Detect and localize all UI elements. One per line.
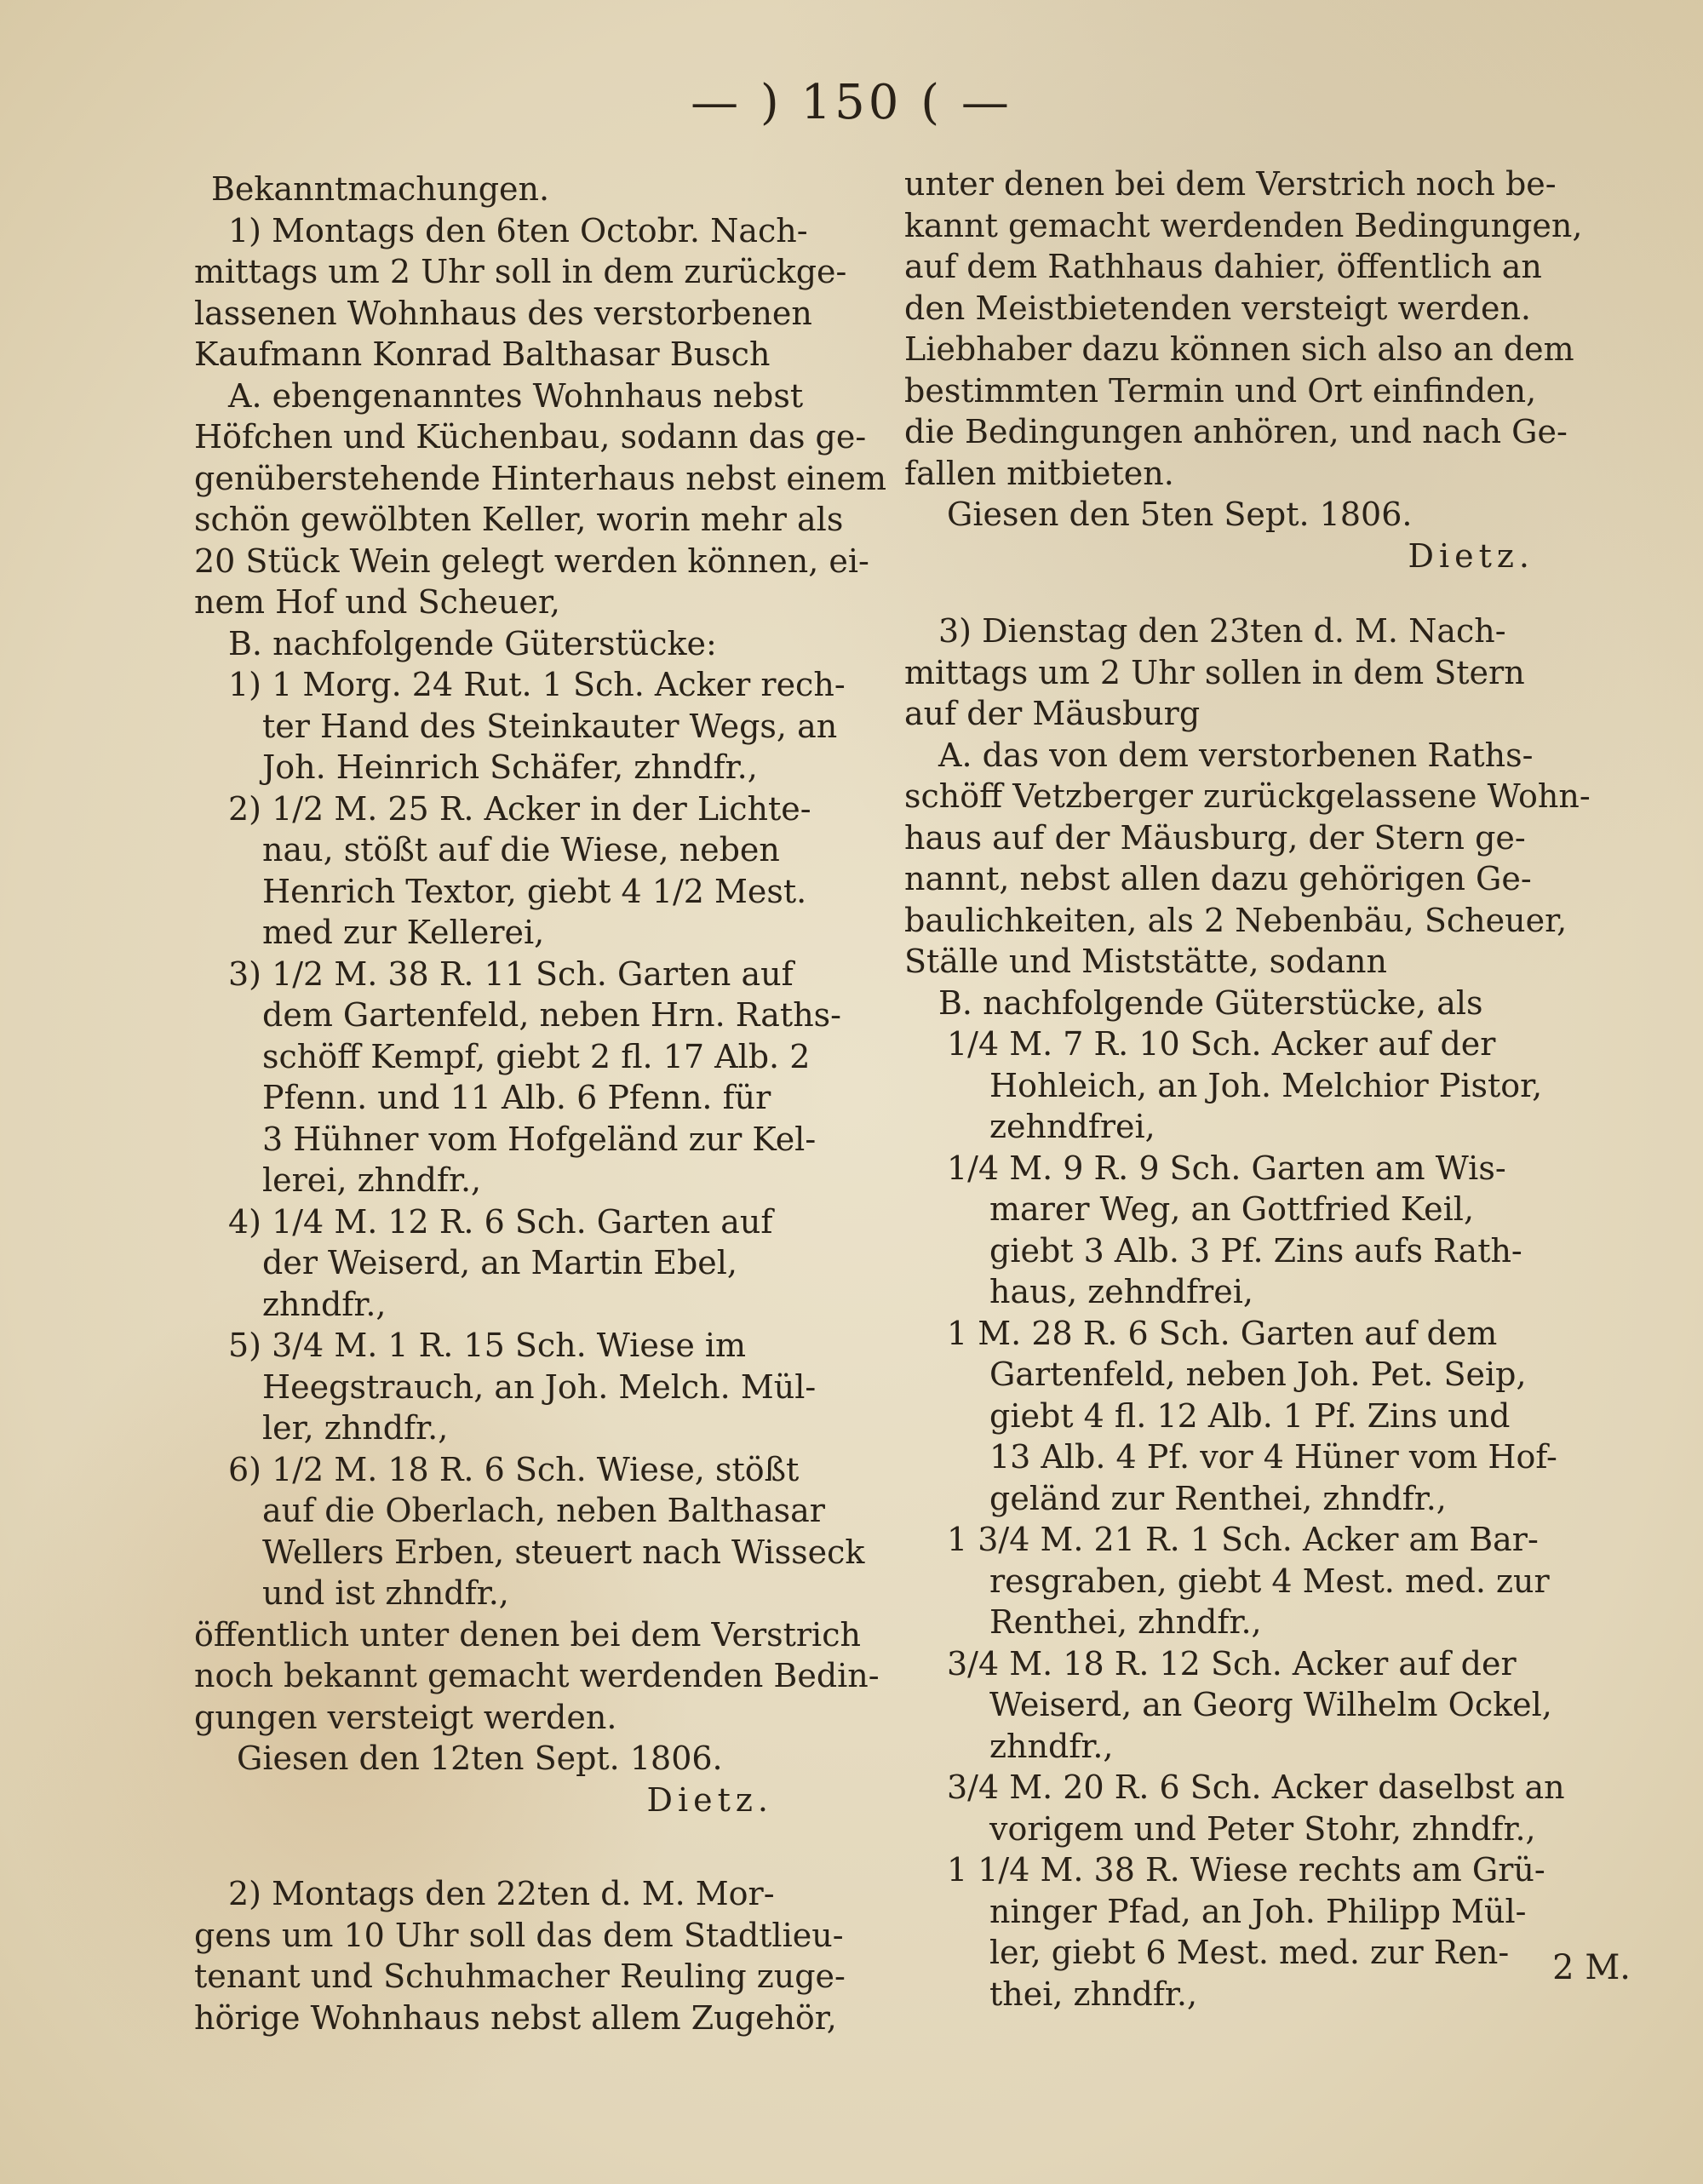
- text-line: ler, zhndfr.,: [262, 1409, 449, 1447]
- text-line: 3) Dienstag den 23ten d. M. Nach-: [938, 612, 1506, 650]
- right-column: [904, 163, 1654, 2015]
- text-line: Gartenfeld, neben Joh. Pet. Seip,: [989, 1356, 1527, 1393]
- text-line: dem Gartenfeld, neben Hrn. Raths-: [262, 996, 842, 1034]
- text-line: A. ebengenanntes Wohnhaus nebst: [228, 376, 804, 415]
- text-line: mittags um 2 Uhr sollen in dem Stern: [904, 653, 1525, 691]
- list-item: [194, 1325, 892, 1449]
- text-line: 4) 1/4 M. 12 R. 6 Sch. Garten auf: [228, 1202, 773, 1241]
- text-line: giebt 4 fl. 12 Alb. 1 Pf. Zins und: [989, 1396, 1511, 1435]
- text-line: 1/4 M. 9 R. 9 Sch. Garten am Wis-: [947, 1149, 1506, 1187]
- text-line: Liebhaber dazu können sich also an dem: [904, 330, 1574, 368]
- text-line: gungen versteigt werden.: [194, 1698, 617, 1736]
- text-line: Weiserd, an Georg Wilhelm Ockel,: [989, 1686, 1552, 1723]
- list-item: [194, 664, 892, 788]
- text-line: resgraben, giebt 4 Mest. med. zur: [989, 1562, 1550, 1600]
- text-line: haus auf der Mäusburg, der Stern ge-: [904, 818, 1526, 857]
- text-line: Ställe und Miststätte, sodann: [904, 943, 1387, 980]
- spacer: [194, 1820, 892, 1873]
- signature: Dietz.: [646, 1780, 773, 1819]
- text-line: auf dem Rathhaus dahier, öffentlich an: [904, 248, 1542, 285]
- text-line: 1 M. 28 R. 6 Sch. Garten auf dem: [947, 1314, 1498, 1352]
- text-line: thei, zhndfr.,: [989, 1975, 1198, 2013]
- text-line: genüberstehende Hinterhaus nebst einem: [194, 459, 886, 497]
- text-line: Heegstrauch, an Joh. Melch. Mül-: [262, 1367, 817, 1406]
- signature: Dietz.: [1408, 536, 1534, 575]
- text-line: nannt, nebst allen dazu gehörigen Ge-: [904, 860, 1532, 897]
- text-line: öffentlich unter denen bei dem Verstrich: [194, 1615, 861, 1654]
- text-line: und ist zhndfr.,: [262, 1574, 509, 1612]
- text-line: Pfenn. und 11 Alb. 6 Pfenn. für: [262, 1079, 771, 1116]
- notice-1: [194, 210, 892, 1821]
- text-line: Höfchen und Küchenbau, sodann das ge-: [194, 418, 867, 456]
- text-line: 6) 1/2 M. 18 R. 6 Sch. Wiese, stößt: [228, 1450, 800, 1488]
- text-line: 1 3/4 M. 21 R. 1 Sch. Acker am Bar-: [947, 1521, 1539, 1558]
- list-item: [194, 788, 892, 954]
- text-line: 2) Montags den 22ten d. M. Mor-: [228, 1875, 775, 1912]
- text-line: zehndfrei,: [989, 1108, 1155, 1145]
- text-line: 3) 1/2 M. 38 R. 11 Sch. Garten auf: [228, 954, 794, 993]
- list-item: [904, 1023, 1654, 1148]
- list-item: [904, 1643, 1654, 1768]
- text-line: zhndfr.,: [989, 1727, 1114, 1765]
- text-line: lassenen Wohnhaus des verstorbenen: [194, 294, 812, 332]
- text-line: zhndfr.,: [262, 1285, 387, 1323]
- text-line: nau, stößt auf die Wiese, neben: [262, 831, 780, 868]
- text-line: geländ zur Renthei, zhndfr.,: [989, 1479, 1447, 1517]
- text-line: 13 Alb. 4 Pf. vor 4 Hüner vom Hof-: [989, 1438, 1557, 1476]
- text-line: 3/4 M. 20 R. 6 Sch. Acker daselbst an: [947, 1768, 1565, 1806]
- text-line: vorigem und Peter Stohr, zhndfr.,: [989, 1809, 1536, 1848]
- text-line: 20 Stück Wein gelegt werden können, ei-: [194, 542, 869, 580]
- text-line: ler, giebt 6 Mest. med. zur Ren-: [989, 1934, 1510, 1971]
- text-line: baulichkeiten, als 2 Nebenbäu, Scheuer,: [904, 901, 1568, 939]
- text-line: haus, zehndfrei,: [989, 1273, 1253, 1310]
- place-date: Giesen den 12ten Sept. 1806.: [237, 1740, 723, 1777]
- list-item: [904, 1148, 1654, 1313]
- list-item: [904, 1849, 1654, 2015]
- list-item: [194, 1201, 892, 1326]
- text-line: 1 1/4 M. 38 R. Wiese rechts am Grü-: [947, 1851, 1545, 1889]
- left-column: [194, 169, 892, 2038]
- text-line: nem Hof und Scheuer,: [194, 583, 560, 621]
- text-line: 2) 1/2 M. 25 R. Acker in der Lichte-: [228, 789, 811, 828]
- text-line: Joh. Heinrich Schäfer, zhndfr.,: [262, 748, 758, 786]
- text-line: bestimmten Termin und Ort einfinden,: [904, 371, 1537, 410]
- text-line: B. nachfolgende Güterstücke, als: [938, 983, 1483, 1022]
- notice-2-start: [194, 1873, 892, 2038]
- list-item: [194, 1449, 892, 1614]
- text-line: hörige Wohnhaus nebst allem Zugehör,: [194, 1998, 837, 2037]
- text-line: die Bedingungen anhören, und nach Ge-: [904, 413, 1568, 450]
- text-line: Hohleich, an Joh. Melchior Pistor,: [989, 1066, 1543, 1104]
- text-line: Henrich Textor, giebt 4 1/2 Mest.: [262, 872, 807, 910]
- text-line: schön gewölbten Keller, worin mehr als: [194, 501, 844, 538]
- section-heading: Bekanntmachungen.: [211, 170, 550, 208]
- text-line: gens um 10 Uhr soll das dem Stadtlieu-: [194, 1916, 844, 1954]
- text-line: lerei, zhndfr.,: [262, 1161, 482, 1199]
- text-line: auf die Oberlach, neben Balthasar: [262, 1492, 825, 1529]
- spacer: [904, 576, 1654, 610]
- text-line: med zur Kellerei,: [262, 914, 545, 951]
- page-number-header: — ) 150 ( —: [691, 75, 1012, 130]
- text-line: noch bekannt gemacht werdenden Bedin-: [194, 1657, 880, 1694]
- text-line: tenant und Schuhmacher Reuling zuge-: [194, 1958, 846, 1995]
- list-item: [904, 1767, 1654, 1849]
- list-item: [194, 954, 892, 1201]
- place-date: Giesen den 5ten Sept. 1806.: [947, 496, 1413, 533]
- text-line: Renthei, zhndfr.,: [989, 1603, 1262, 1641]
- text-line: ter Hand des Steinkauter Wegs, an: [262, 707, 838, 745]
- notice-2-continued: [904, 163, 1654, 576]
- text-line: Wellers Erben, steuert nach Wisseck: [262, 1533, 865, 1571]
- text-line: auf der Mäusburg: [904, 695, 1201, 732]
- text-line: fallen mitbieten.: [904, 454, 1174, 492]
- text-line: schöff Kempf, giebt 2 fl. 17 Alb. 2: [262, 1037, 811, 1075]
- text-line: kannt gemacht werdenden Bedingungen,: [904, 206, 1583, 244]
- text-line: mittags um 2 Uhr soll in dem zurückge-: [194, 253, 847, 290]
- text-line: 1/4 M. 7 R. 10 Sch. Acker auf der: [947, 1025, 1496, 1063]
- text-line: 1) 1 Morg. 24 Rut. 1 Sch. Acker rech-: [228, 666, 846, 703]
- text-line: 1) Montags den 6ten Octobr. Nach-: [228, 211, 808, 249]
- catchword: 2 M.: [1552, 1948, 1631, 1987]
- notice-3: [904, 610, 1654, 2015]
- text-line: der Weiserd, an Martin Ebel,: [262, 1244, 737, 1281]
- text-line: B. nachfolgende Güterstücke:: [228, 624, 717, 662]
- text-line: marer Weg, an Gottfried Keil,: [989, 1190, 1475, 1228]
- text-line: den Meistbietenden versteigt werden.: [904, 289, 1532, 327]
- text-line: 5) 3/4 M. 1 R. 15 Sch. Wiese im: [228, 1327, 747, 1364]
- text-line: Kaufmann Konrad Balthasar Busch: [194, 335, 771, 373]
- list-item: [904, 1519, 1654, 1643]
- text-line: A. das von dem verstorbenen Raths-: [938, 736, 1534, 774]
- text-line: 3 Hühner vom Hofgeländ zur Kel-: [262, 1120, 817, 1158]
- text-line: schöff Vetzberger zurückgelassene Wohn-: [904, 777, 1591, 815]
- list-item: [904, 1313, 1654, 1520]
- text-line: giebt 3 Alb. 3 Pf. Zins aufs Rath-: [989, 1231, 1522, 1270]
- text-line: ninger Pfad, an Joh. Philipp Mül-: [989, 1892, 1527, 1930]
- text-line: unter denen bei dem Verstrich noch be-: [904, 165, 1557, 203]
- text-line: 3/4 M. 18 R. 12 Sch. Acker auf der: [947, 1644, 1517, 1682]
